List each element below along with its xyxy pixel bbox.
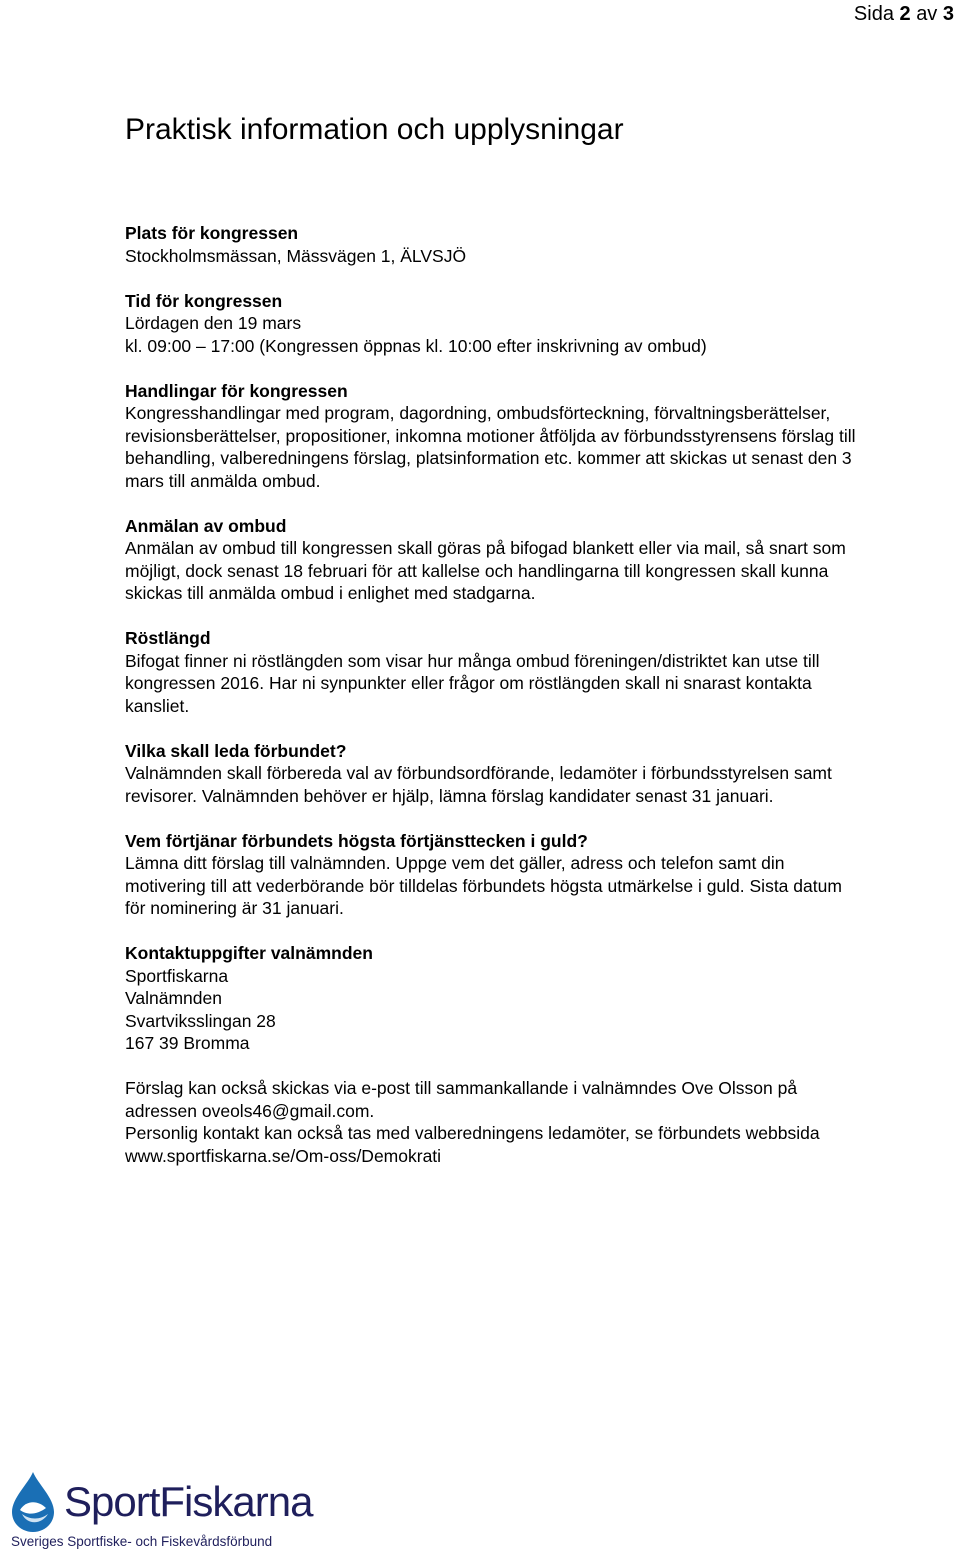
website-text: www.sportfiskarna.se/Om-oss/Demokrati [125, 1145, 442, 1166]
text-line: Bifogat finner ni röstlängden som visar hur många ombud föreningen/distriktet kan utse till [125, 650, 820, 671]
section-leda [125, 740, 955, 808]
section-heading: Vilka skall leda förbundet? [125, 740, 347, 761]
text-line: Valnämnden [125, 988, 222, 1008]
section-tid [125, 290, 955, 358]
section-plats [125, 222, 955, 267]
text-line: Lämna ditt förslag till valnämnden. Uppge vem det gäller, adress och telefon samt din [125, 853, 785, 873]
document-body [125, 222, 955, 1190]
text-line: kl. 09:00 – 17:00 (Kongressen öppnas kl. 10:00 efter inskrivning av ombud) [125, 335, 707, 356]
text-line: behandling, valberedningens förslag, platsinformation etc. kommer att skickas ut senast den 3 [125, 448, 852, 468]
section-kontakt [125, 942, 955, 1055]
text-line: Lördagen den 19 mars [125, 313, 302, 333]
fish-drop-icon [8, 1470, 58, 1534]
section-heading: Röstlängd [125, 628, 211, 648]
page-sep: av [916, 3, 938, 25]
page-current: 2 [899, 3, 911, 25]
text-line: revisorer. Valnämnden behöver er hjälp, lämna förslag kandidater senast 31 januari. [125, 785, 774, 806]
page-total: 3 [942, 3, 954, 25]
logo-name: SportFiskarna [64, 1478, 313, 1525]
section-rostlangd [125, 627, 955, 717]
page-title: Praktisk information och upplysningar [125, 113, 624, 146]
section-heading: Kontaktuppgifter valnämnden [125, 943, 373, 963]
text-line: Svartviksslingan 28 [125, 1010, 276, 1031]
section-heading: Anmälan av ombud [125, 515, 287, 536]
text-line: Kongresshandlingar med program, dagordning, ombudsförteckning, förvaltningsberättelser, [125, 403, 831, 423]
text-line: Stockholmsmässan, Mässvägen 1, ÄLVSJÖ [125, 245, 467, 266]
text-line: revisionsberättelser, propositioner, inkomna motioner åtföljda av förbundsstyrensens förslag till [125, 425, 856, 446]
text-line: möjligt, dock senast 18 februari för att kallelse och handlingarna till kongressen skall kunna [125, 560, 829, 581]
section-tecken [125, 830, 955, 920]
page-number [854, 2, 954, 26]
text-line: kansliet. [125, 695, 190, 716]
section-heading: Tid för kongressen [125, 290, 283, 311]
section-heading: Plats för kongressen [125, 223, 299, 243]
text-line: Personlig kontakt kan också tas med valberedningens ledamöter, se förbundets webbsida [125, 1123, 820, 1143]
text-line: kongressen 2016. Har ni synpunkter eller frågor om röstlängden skall ni snarast kontakta [125, 673, 812, 693]
text-line: mars till anmälda ombud. [125, 470, 321, 491]
page-prefix: Sida [853, 3, 894, 25]
text-line: 167 39 Bromma [125, 1033, 250, 1053]
text-line: Sportfiskarna [125, 965, 229, 986]
text-line: Valnämnden skall förbereda val av förbundsordförande, ledamöter i förbundsstyrelsen samt [125, 763, 832, 783]
section-forslag [125, 1077, 955, 1167]
text-line: skickas till anmälda ombud i enlighet med stadgarna. [125, 583, 536, 603]
text-line: Anmälan av ombud till kongressen skall göras på bifogad blankett eller via mail, så snart som [125, 538, 846, 558]
logo-tagline: Sveriges Sportfiske- och Fiskevårdsförbund [11, 1534, 273, 1549]
section-anmalan [125, 515, 955, 605]
section-handlingar [125, 380, 955, 493]
section-heading: Handlingar för kongressen [125, 380, 348, 401]
text-line: motivering till att vederbörande bör tilldelas förbundets högsta utmärkelse i guld. Sista datum [125, 875, 842, 896]
sportfiskarna-logo [8, 1470, 313, 1554]
email-text: adressen oveols46@gmail.com. [125, 1100, 375, 1121]
text-line: Förslag kan också skickas via e-post till sammankallande i valnämndes Ove Olsson på [125, 1078, 798, 1098]
text-line: för nominering är 31 januari. [125, 898, 344, 918]
section-heading: Vem förtjänar förbundets högsta förtjänsttecken i guld? [125, 830, 588, 851]
